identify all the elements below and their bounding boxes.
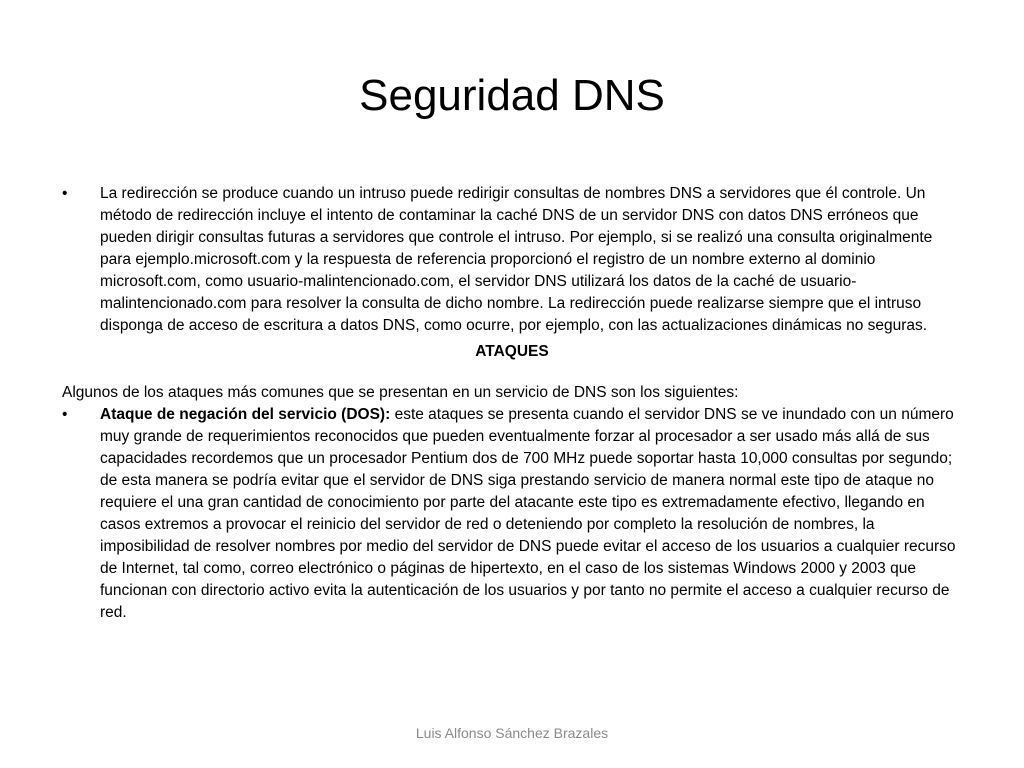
slide-title: Seguridad DNS <box>359 71 665 120</box>
footer-author: Luis Alfonso Sánchez Brazales <box>415 725 609 741</box>
bullet-item-dos <box>62 404 962 624</box>
bullet-item-redirection <box>62 183 962 337</box>
dos-description: este ataques se presenta cuando el servidor DNS se ve inundado con un número muy grande de requerimientos reconocidos que pueden eventualmente forzar al procesador a ser usado más allá de sus capacidades recordemos que un procesador Pentium dos de 700 MHz puede soportar hasta 10,000 consultas por segundo; de esta manera se podría evitar que el servidor de DNS siga prestando servicio de manera normal este tipo de ataque no requiere el una gran cantidad de conocimiento por parte del atacante este tipo es extremadamente efectivo, llegando en casos extremos a provocar el reinicio del servidor de red o deteniendo por completo la resolución de nombres, la imposibilidad de resolver nombres por medio del servidor de DNS puede evitar el acceso de los usuarios a cualquier recurso de Internet, tal como, correo electrónico o páginas de hipertexto, en el caso de los sistemas Windows 2000 y 2003 que funcionan con directorio activo evita la autenticación de los usuarios y por tanto no permite el acceso a cualquier recurso de red. <box>100 406 956 621</box>
slide-content <box>62 183 962 624</box>
intro-text: Algunos de los ataques más comunes que se presentan en un servicio de DNS son los siguientes: <box>62 384 739 401</box>
bullet-icon: • <box>62 406 68 423</box>
dos-label: Ataque de negación del servicio (DOS): <box>100 406 391 423</box>
section-heading: ATAQUES <box>475 343 549 360</box>
redirection-paragraph: La redirección se produce cuando un intruso puede redirigir consultas de nombres DNS a servidores que él controle. Un método de redirección incluye el intento de contaminar la caché DNS de un servidor DNS con datos DNS erróneos que pueden dirigir consultas futuras a servidores que controle el intruso. Por ejemplo, si se realizó una consulta originalmente para ejemplo.microsoft.com y la respuesta de referencia proporcionó el registro de un nombre externo al dominio microsoft.com, como usuario-malintencionado.com, el servidor DNS utilizará los datos de la caché de usuario-malintencionado.com para resolver la consulta de dicho nombre. La redirección puede realizarse siempre que el intruso disponga de acceso de escritura a datos DNS, como ocurre, por ejemplo, con las actualizaciones dinámicas no seguras. <box>100 185 933 334</box>
bullet-icon: • <box>62 185 68 202</box>
